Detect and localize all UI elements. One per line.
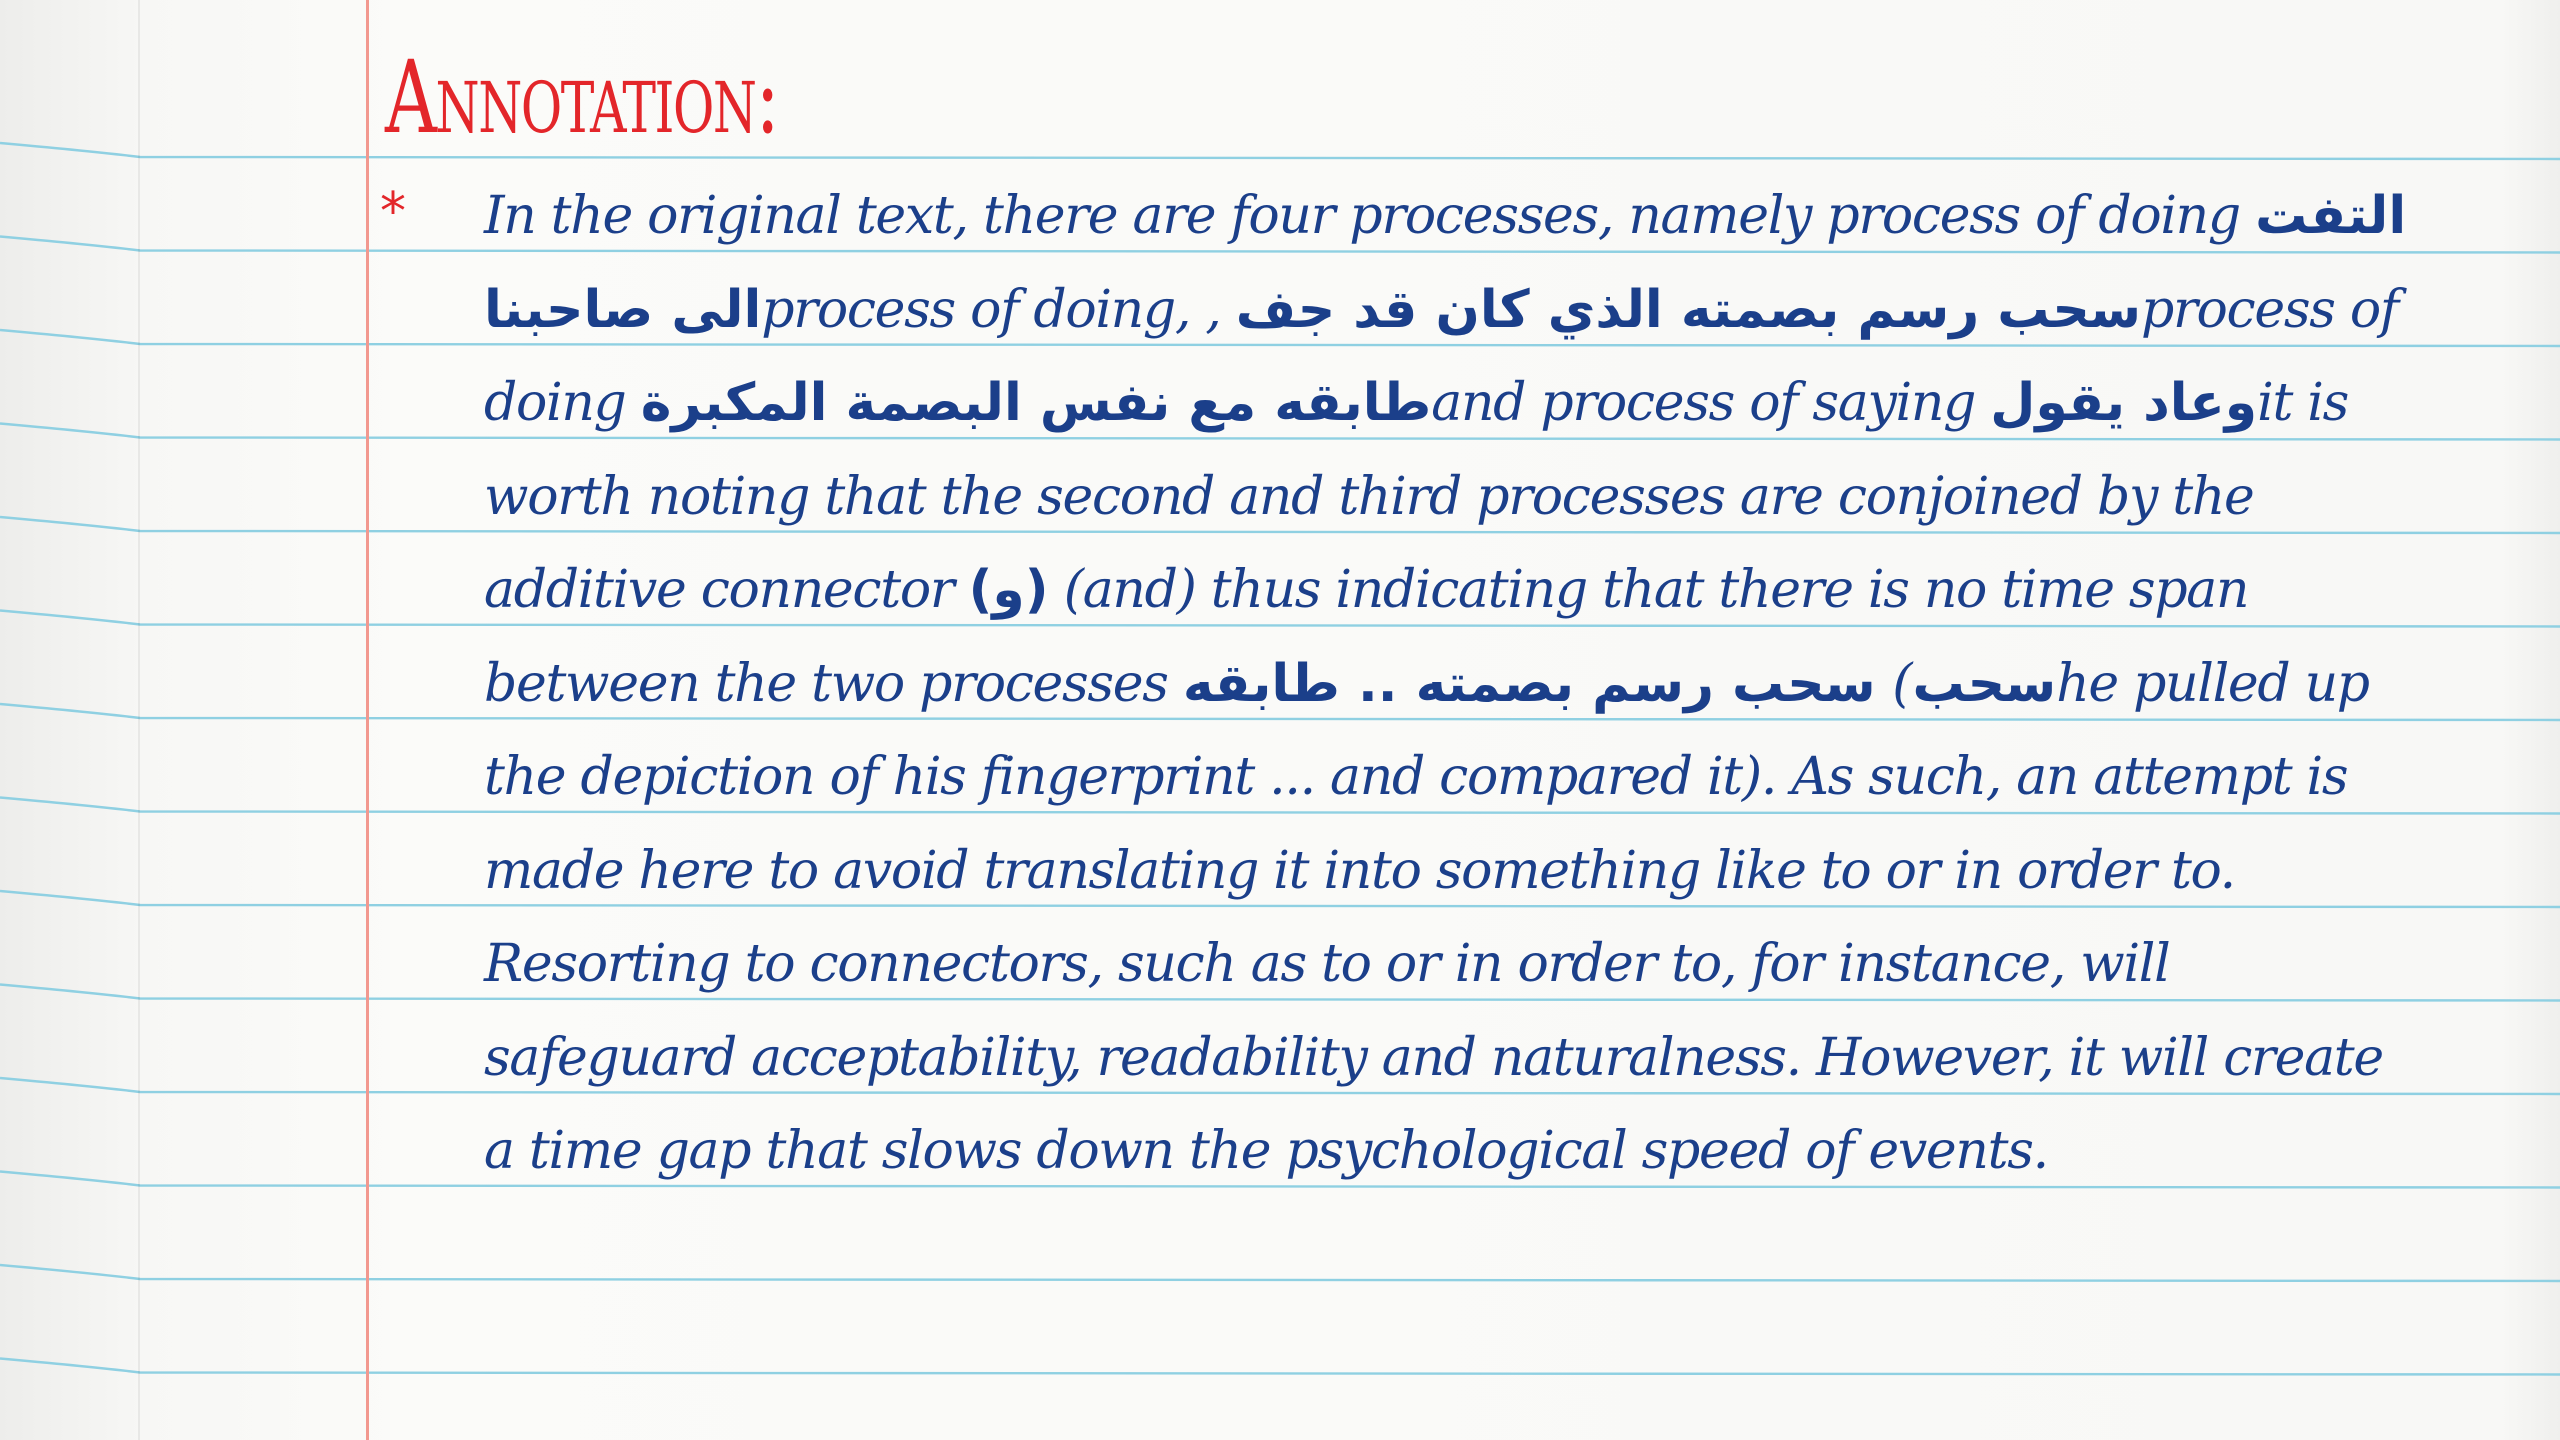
sheet-edge-shadow bbox=[138, 0, 140, 1440]
english-segment: made here to avoid translating it into something like to or in order to. bbox=[484, 840, 2235, 901]
arabic-segment: طابقه مع نفس البصمة المكبرة bbox=[640, 373, 1432, 433]
arabic-segment: سحب رسم بصمته .. طابقه bbox=[1182, 653, 1876, 714]
english-segment: process of doing, bbox=[761, 279, 1191, 340]
arabic-segment: سحب bbox=[1912, 653, 2057, 714]
english-segment: the depiction of his fingerprint ... and compared it). As such, an attempt is bbox=[484, 747, 2348, 807]
annotation-line bbox=[484, 825, 2524, 919]
english-segment: , bbox=[1190, 279, 1236, 340]
annotation-line bbox=[484, 357, 2524, 451]
annotation-line bbox=[484, 451, 2524, 545]
english-segment: between the two processes bbox=[484, 653, 1183, 714]
english-segment: he pulled up bbox=[2056, 653, 2369, 714]
ruled-line bbox=[0, 1359, 2560, 1375]
annotation-line bbox=[484, 264, 2524, 358]
annotation-line bbox=[484, 918, 2524, 1012]
annotation-line bbox=[484, 731, 2524, 825]
english-segment: it is bbox=[2257, 373, 2349, 433]
annotation-line bbox=[484, 638, 2524, 732]
english-segment: additive connector bbox=[484, 560, 969, 620]
english-segment: (and) thus indicating that there is no time span bbox=[1048, 560, 2249, 620]
annotation-heading: Annotation: bbox=[385, 39, 779, 156]
english-segment: process of bbox=[2140, 279, 2398, 340]
annotation-line bbox=[484, 544, 2524, 638]
margin-line bbox=[366, 0, 369, 1440]
arabic-segment: وعاد يقول bbox=[1990, 373, 2258, 433]
english-segment: safeguard acceptability, readability and naturalness. However, it will create bbox=[484, 1027, 2383, 1088]
annotation-line bbox=[484, 170, 2524, 264]
arabic-segment: الى صاحبنا bbox=[484, 279, 762, 340]
english-segment: and process of saying bbox=[1431, 373, 1991, 433]
bullet-asterisk: * bbox=[380, 182, 406, 242]
english-segment: In the original text, there are four processes, namely process of doing bbox=[484, 186, 2256, 246]
ruled-line bbox=[0, 1265, 2560, 1281]
english-segment: Resorting to connectors, such as to or in order to, for instance, will bbox=[484, 934, 2170, 994]
english-segment: worth noting that the second and third processes are conjoined by the bbox=[484, 466, 2254, 527]
annotation-line bbox=[484, 1105, 2524, 1199]
ruled-line bbox=[0, 143, 2560, 159]
english-segment: ( bbox=[1875, 653, 1913, 714]
english-segment: a time gap that slows down the psychological speed of events. bbox=[484, 1121, 2048, 1181]
arabic-segment: (و) bbox=[968, 560, 1049, 620]
annotation-text bbox=[484, 170, 2524, 1199]
arabic-segment: التفت bbox=[2255, 186, 2407, 246]
arabic-segment: سحب رسم بصمته الذي كان قد جف bbox=[1235, 279, 2141, 340]
annotation-line bbox=[484, 1012, 2524, 1106]
english-segment: doing bbox=[484, 373, 641, 433]
